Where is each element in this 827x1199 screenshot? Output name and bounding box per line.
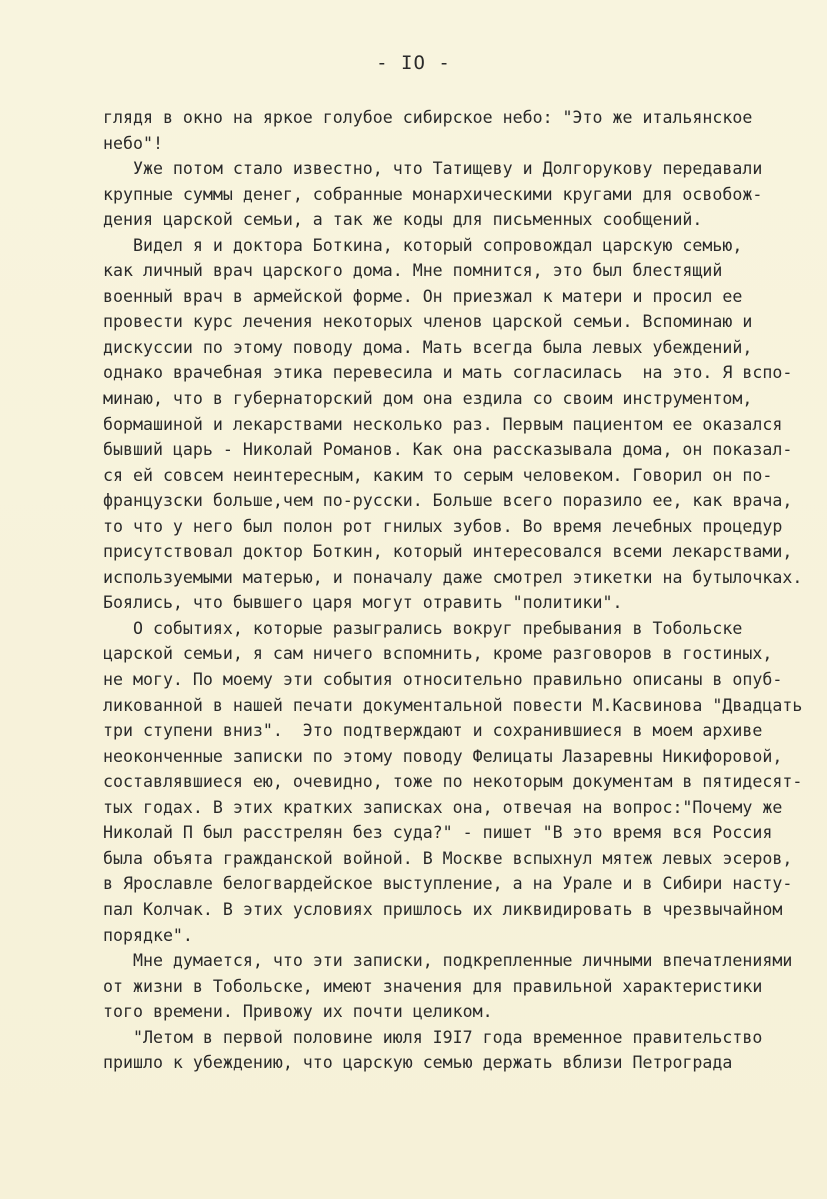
text-line: того времени. Привожу их почти целиком. [103,1002,493,1022]
body-text [103,105,827,1076]
text-line: Николай П был расстрелян без суда?" - пишет "В это время вся Россия [103,823,773,843]
text-line: ликованной в нашей печати документальной повести М.Касвинова "Двадцать [103,695,803,715]
text-line: царской семьи, я сам ничего вспомнить, кроме разговоров в гостиных, [103,644,773,664]
text-line: ся ей совсем неинтересным, каким то серым человеком. Говорил он по- [103,465,773,485]
text-line: Мне думается, что эти записки, подкрепленные личными впечатлениями [103,951,793,971]
text-line: тых годах. В этих кратких записках она, отвечая на вопрос:"Почему же [103,797,783,817]
text-line: дения царской семьи, а так же коды для письменных сообщений. [103,210,703,230]
text-line: то что у него был полон рот гнилых зубов. Во время лечебных процедур [103,516,783,536]
text-line: провести курс лечения некоторых членов царской семьи. Вспоминаю и [103,312,753,332]
text-line: используемыми матерью, и поначалу даже смотрел этикетки на бутылочках. [103,567,803,587]
text-line: от жизни в Тобольске, имеют значения для правильной характеристики [103,976,763,996]
text-line: однако врачебная этика перевесила и мать согласилась на это. Я вспо- [103,363,793,383]
text-line: крупные суммы денег, собранные монархическими кругами для освобож- [103,184,763,204]
text-line: три ступени вниз". Это подтверждают и сохранившиеся в моем архиве [103,721,763,741]
text-line: Боялись, что бывшего царя могут отравить "политики". [103,593,623,613]
text-line: бывший царь - Николай Романов. Как она рассказывала дома, он показал- [103,440,793,460]
text-line: пришло к убеждению, что царскую семью держать вблизи Петрограда [103,1053,733,1073]
text-line: как личный врач царского дома. Мне помнится, это был блестящий [103,261,723,281]
text-line: в Ярославле белогвардейское выступление, а на Урале и в Сибири насту- [103,874,793,894]
text-line: военный врач в армейской форме. Он приезжал к матери и просил ее [103,286,743,306]
text-line: минаю, что в губернаторский дом она ездила со своим инструментом, [103,389,753,409]
text-line: присутствовал доктор Боткин, который интересовался всеми лекарствами, [103,542,793,562]
text-line: неоконченные записки по этому поводу Фелицаты Лазаревны Никифоровой, [103,746,783,766]
text-line: Видел я и доктора Боткина, который сопровождал царскую семью, [103,235,743,255]
text-line: небо"! [103,133,163,153]
page-number: - IO - [376,52,451,74]
text-line: французски больше,чем по-русски. Больше всего поразило ее, как врача, [103,491,793,511]
text-line: Уже потом стало известно, что Татищеву и Долгорукову передавали [103,159,763,179]
text-line: была объята гражданской войной. В Москве вспыхнул мятеж левых эсеров, [103,848,793,868]
text-line: не могу. По моему эти события относительно правильно описаны в опуб- [103,670,783,690]
text-line: О событиях, которые разыгрались вокруг пребывания в Тобольске [103,618,743,638]
text-line: глядя в окно на яркое голубое сибирское небо: "Это же итальянское [103,108,753,127]
text-line: "Летом в первой половине июля I9I7 года временное правительство [103,1027,763,1047]
text-line: бормашиной и лекарствами несколько раз. Первым пациентом ее оказался [103,414,783,434]
text-line: пал Колчак. В этих условиях пришлось их ликвидировать в чрезвычайном [103,899,783,919]
text-line: порядке". [103,925,193,945]
text-line: дискуссии по этому поводу дома. Мать всегда была левых убеждений, [103,337,753,357]
text-line: составлявшиеся ею, очевидно, тоже по некоторым документам в пятидесят- [103,772,803,792]
